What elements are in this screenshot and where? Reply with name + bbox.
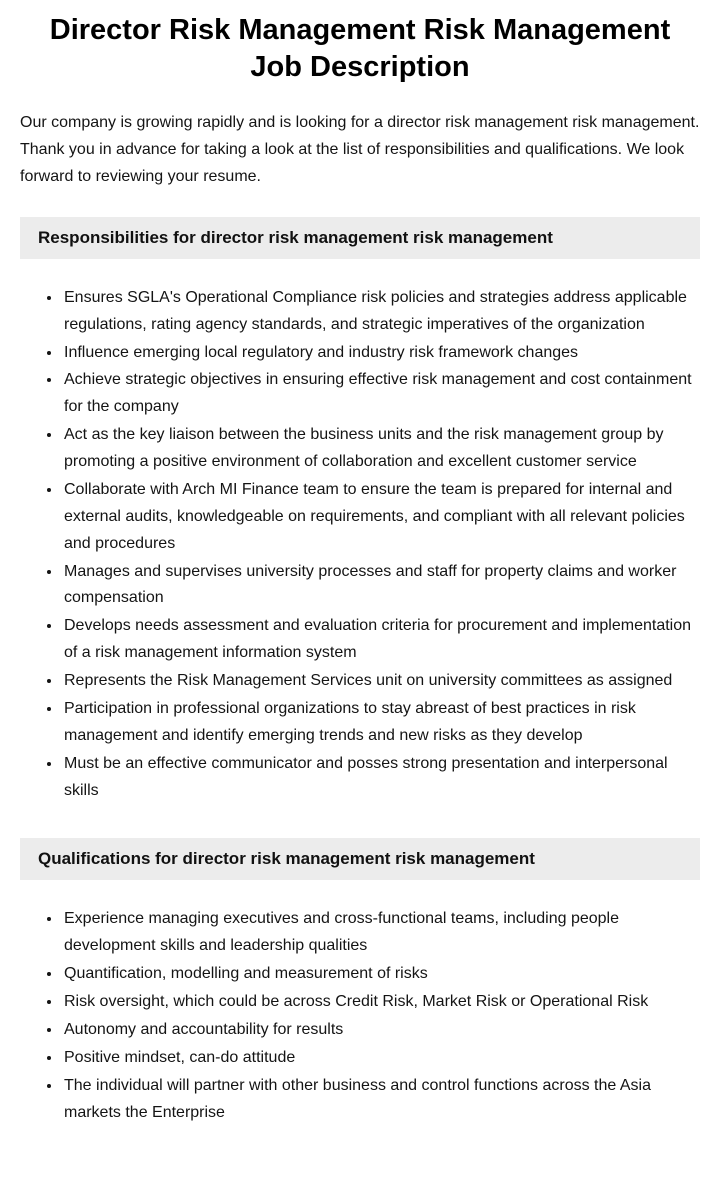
qualifications-section <box>20 838 700 1126</box>
page-title: Director Risk Management Risk Management Job Description <box>49 14 671 84</box>
list-item: • Autonomy and accountability for results <box>62 1017 700 1044</box>
list-item: • Represents the Risk Management Services unit on university committees as assigned <box>62 668 700 695</box>
responsibilities-section-header: Responsibilities for director risk management risk management <box>20 217 700 259</box>
list-item: • Ensures SGLA's Operational Compliance risk policies and strategies address applicable regulations, rating agency standards, and strategic imperatives of the organization <box>62 285 700 339</box>
qualifications-section-header: Qualifications for director risk management risk management <box>20 838 700 880</box>
list-item: • Act as the key liaison between the business units and the risk management group by promoting a positive environment of collaboration and excellent customer service <box>62 422 700 476</box>
qualifications-list <box>20 906 700 1126</box>
responsibilities-section <box>20 217 700 805</box>
list-item: • Participation in professional organizations to stay abreast of best practices in risk management and identify emerging trends and new risks as they develop <box>62 696 700 750</box>
list-item: • Must be an effective communicator and posses strong presentation and interpersonal skills <box>62 751 700 805</box>
list-item: • Influence emerging local regulatory and industry risk framework changes <box>62 340 700 367</box>
list-item: • Quantification, modelling and measurement of risks <box>62 961 700 988</box>
list-item: • Collaborate with Arch MI Finance team to ensure the team is prepared for internal and external audits, knowledgeable on requirements, and compliant with all relevant policies and procedures <box>62 477 700 558</box>
intro-paragraph: Our company is growing rapidly and is looking for a director risk management risk management. Thank you in advance for taking a look at the list of responsibilities and qualifications. We look forward to reviewing your resume. <box>20 114 700 185</box>
list-item: • The individual will partner with other business and control functions across the Asia markets the Enterprise <box>62 1073 700 1127</box>
list-item: • Develops needs assessment and evaluation criteria for procurement and implementation of a risk management information system <box>62 613 700 667</box>
list-item: • Risk oversight, which could be across Credit Risk, Market Risk or Operational Risk <box>62 989 700 1016</box>
list-item: • Manages and supervises university processes and staff for property claims and worker compensation <box>62 559 700 613</box>
list-item: • Positive mindset, can-do attitude <box>62 1045 700 1072</box>
list-item: • Experience managing executives and cross-functional teams, including people development skills and leadership qualities <box>62 906 700 960</box>
list-item: • Achieve strategic objectives in ensuring effective risk management and cost containment for the company <box>62 367 700 421</box>
responsibilities-list <box>20 285 700 805</box>
